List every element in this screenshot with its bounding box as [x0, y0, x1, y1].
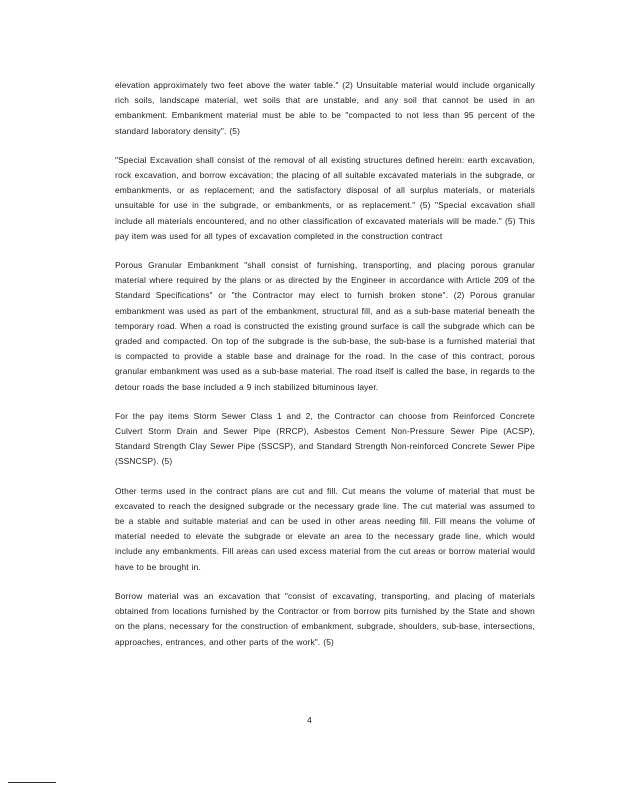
- paragraph: elevation approximately two feet above the water table." (2) Unsuitable material would include organically rich soils, landscape material, wet soils that are unstable, and any soil that cannot be used in an embankment. Embankment material must be able to be "compacted to not less than 95 percent of the standard laboratory density". (5): [115, 80, 535, 136]
- paragraph: Porous Granular Embankment "shall consist of furnishing, transporting, and placing porous granular material where required by the plans or as directed by the Engineer in accordance with Article 209 of the Standard Specifications" or "the Contractor may elect to furnish broken stone". (2) Porous granular embankment was used as part of the embankment, structural fill, and as a sub-base material beneath the temporary road. When a road is constructed the existing ground surface is call the subgrade which can be graded and compacted. On top of the subgrade is the sub-base, the sub-base is a furnished material that is compacted to provide a stable base and drainage for the road. In the case of this contract, porous granular embankment was used as a sub-base material. The road itself is called the base, in regards to the detour roads the base included a 9 inch stabilized bituminous layer.: [115, 260, 535, 392]
- paragraph: "Special Excavation shall consist of the removal of all existing structures defined herein: earth excavation, rock excavation, and borrow excavation; the placing of all suitable excavated materials in the subgrade, or embankments, or as replacement; and the satisfactory disposal of all surplus materials, or materials unsuitable for use in the subgrade, or embankments, or as replacement." (5) "Special excavation shall include all materials encountered, and no other classification of excavated materials will be made." (5) This pay item was used for all types of excavation completed in the construction contract: [115, 154, 535, 241]
- paragraph: Other terms used in the contract plans are cut and fill. Cut means the volume of material that must be excavated to reach the designed subgrade or the necessary grade line. The cut material was assumed to be a stable and suitable material and can be used in other areas needing fill. Fill means the volume of material needed to elevate the subgrade or elevate an area to the necessary grade line, which would include any embankments. Fill areas can used excess material from the cut areas or borrow material would have to be brought in.: [115, 485, 535, 572]
- paragraph: Borrow material was an excavation that "consist of excavating, transporting, and placing of materials obtained from locations furnished by the Contractor or from borrow pits furnished by the State and shown on the plans, necessary for the construction of embankment, subgrade, shoulders, sub-base, intersections, approaches, entrances, and other parts of the work". (5): [115, 590, 535, 647]
- paragraph: For the pay items Storm Sewer Class 1 and 2, the Contractor can choose from Reinforced Concrete Culvert Storm Drain and Sewer Pipe (RRCP), Asbestos Cement Non-Pressure Sewer Pipe (ACSP), Standard Strength Clay Sewer Pipe (SSCSP), and Standard Strength Non-reinforced Concrete Sewer Pipe (SSNCSP). (5): [115, 410, 535, 467]
- page-number: 4: [307, 715, 312, 725]
- footer-divider: [8, 782, 56, 783]
- document-body: [115, 78, 535, 650]
